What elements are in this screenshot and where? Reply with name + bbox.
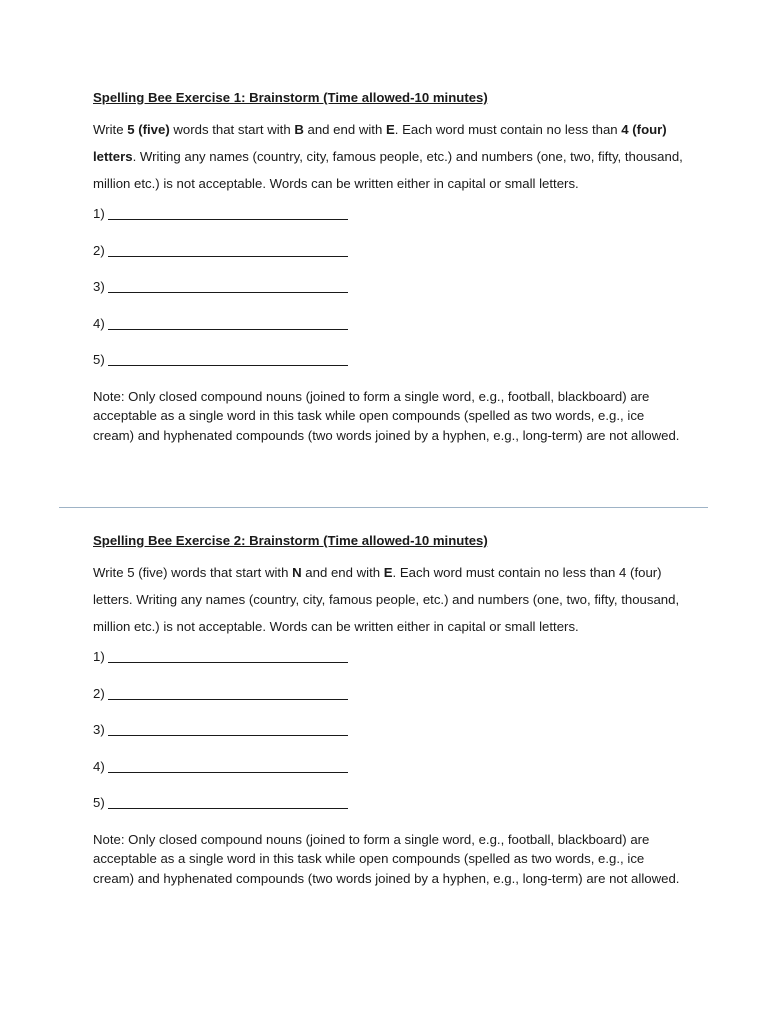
exercise-1-answers <box>93 205 683 388</box>
exercise-1-section <box>93 89 683 445</box>
answer-blank[interactable] <box>108 758 348 773</box>
answer-number: 5) <box>93 352 105 367</box>
instr-text: . Each word must contain no less than 4 (four) letters. Writing any names (country, city, famous people, etc.) and numbers (one, two, fifty, thousand, million etc.) is not acceptable. Words can be written either in capital or small letters. <box>93 565 680 634</box>
answer-row <box>93 721 683 758</box>
answer-row <box>93 278 683 315</box>
answer-number: 1) <box>93 649 105 664</box>
answer-blank[interactable] <box>108 278 348 293</box>
answer-row <box>93 205 683 242</box>
exercise-1-title: Spelling Bee Exercise 1: Brainstorm (Time allowed-10 minutes) <box>93 90 488 105</box>
answer-row <box>93 315 683 352</box>
instr-text: . Writing any names (country, city, famous people, etc.) and numbers (one, two, fifty, thousand, million etc.) is not acceptable. Words can be written either in capital or small letters. <box>93 149 683 191</box>
instr-start-letter: N <box>292 565 302 580</box>
section-divider <box>59 507 708 508</box>
exercise-1-instructions <box>93 116 683 197</box>
instr-text: and end with <box>303 122 386 137</box>
answer-blank[interactable] <box>108 205 348 220</box>
instr-end-letter: E <box>383 565 393 580</box>
instr-count: 5 (five) <box>127 122 170 137</box>
answer-blank[interactable] <box>108 721 348 736</box>
instr-text: Write <box>93 122 128 137</box>
instr-text: . Each word must contain no less than <box>394 122 622 137</box>
instr-text: Write 5 (five) words that start with <box>93 565 293 580</box>
instr-end-letter: E <box>385 122 395 137</box>
answer-row <box>93 648 683 685</box>
answer-number: 4) <box>93 758 105 774</box>
answer-row <box>93 351 683 388</box>
answer-row <box>93 794 683 831</box>
answer-number: 4) <box>93 315 105 331</box>
answer-row <box>93 758 683 795</box>
answer-number: 3) <box>93 722 105 737</box>
instr-start-letter: B <box>294 122 304 137</box>
answer-number: 2) <box>93 242 105 258</box>
answer-row <box>93 242 683 279</box>
answer-row <box>93 685 683 722</box>
exercise-2-title: Spelling Bee Exercise 2: Brainstorm (Time allowed-10 minutes) <box>93 533 488 548</box>
exercise-2-instructions <box>93 559 683 640</box>
exercise-2-section <box>93 532 683 888</box>
exercise-2-note: Note: Only closed compound nouns (joined to form a single word, e.g., football, blackboard) are acceptable as a single word in this task while open compounds (spelled as two words, e.g., ice cream) and hyphenated compounds (two words joined by a hyphen, e.g., long-term) are not allowed. <box>93 831 680 886</box>
instr-text: words that start with <box>169 122 295 137</box>
answer-blank[interactable] <box>108 242 348 257</box>
answer-number: 3) <box>93 279 105 294</box>
answer-blank[interactable] <box>108 315 348 330</box>
answer-number: 2) <box>93 685 105 701</box>
exercise-2-answers <box>93 648 683 831</box>
instr-min-letters: 4 (four) letters <box>93 122 667 164</box>
answer-number: 5) <box>93 795 105 810</box>
answer-blank[interactable] <box>108 685 348 700</box>
answer-blank[interactable] <box>108 648 348 663</box>
instr-text: and end with <box>301 565 384 580</box>
exercise-1-note: Note: Only closed compound nouns (joined to form a single word, e.g., football, blackboard) are acceptable as a single word in this task while open compounds (spelled as two words, e.g., ice cream) and hyphenated compounds (two words joined by a hyphen, e.g., long-term) are not allowed. <box>93 388 680 443</box>
answer-blank[interactable] <box>108 794 348 809</box>
answer-number: 1) <box>93 206 105 221</box>
answer-blank[interactable] <box>108 351 348 366</box>
